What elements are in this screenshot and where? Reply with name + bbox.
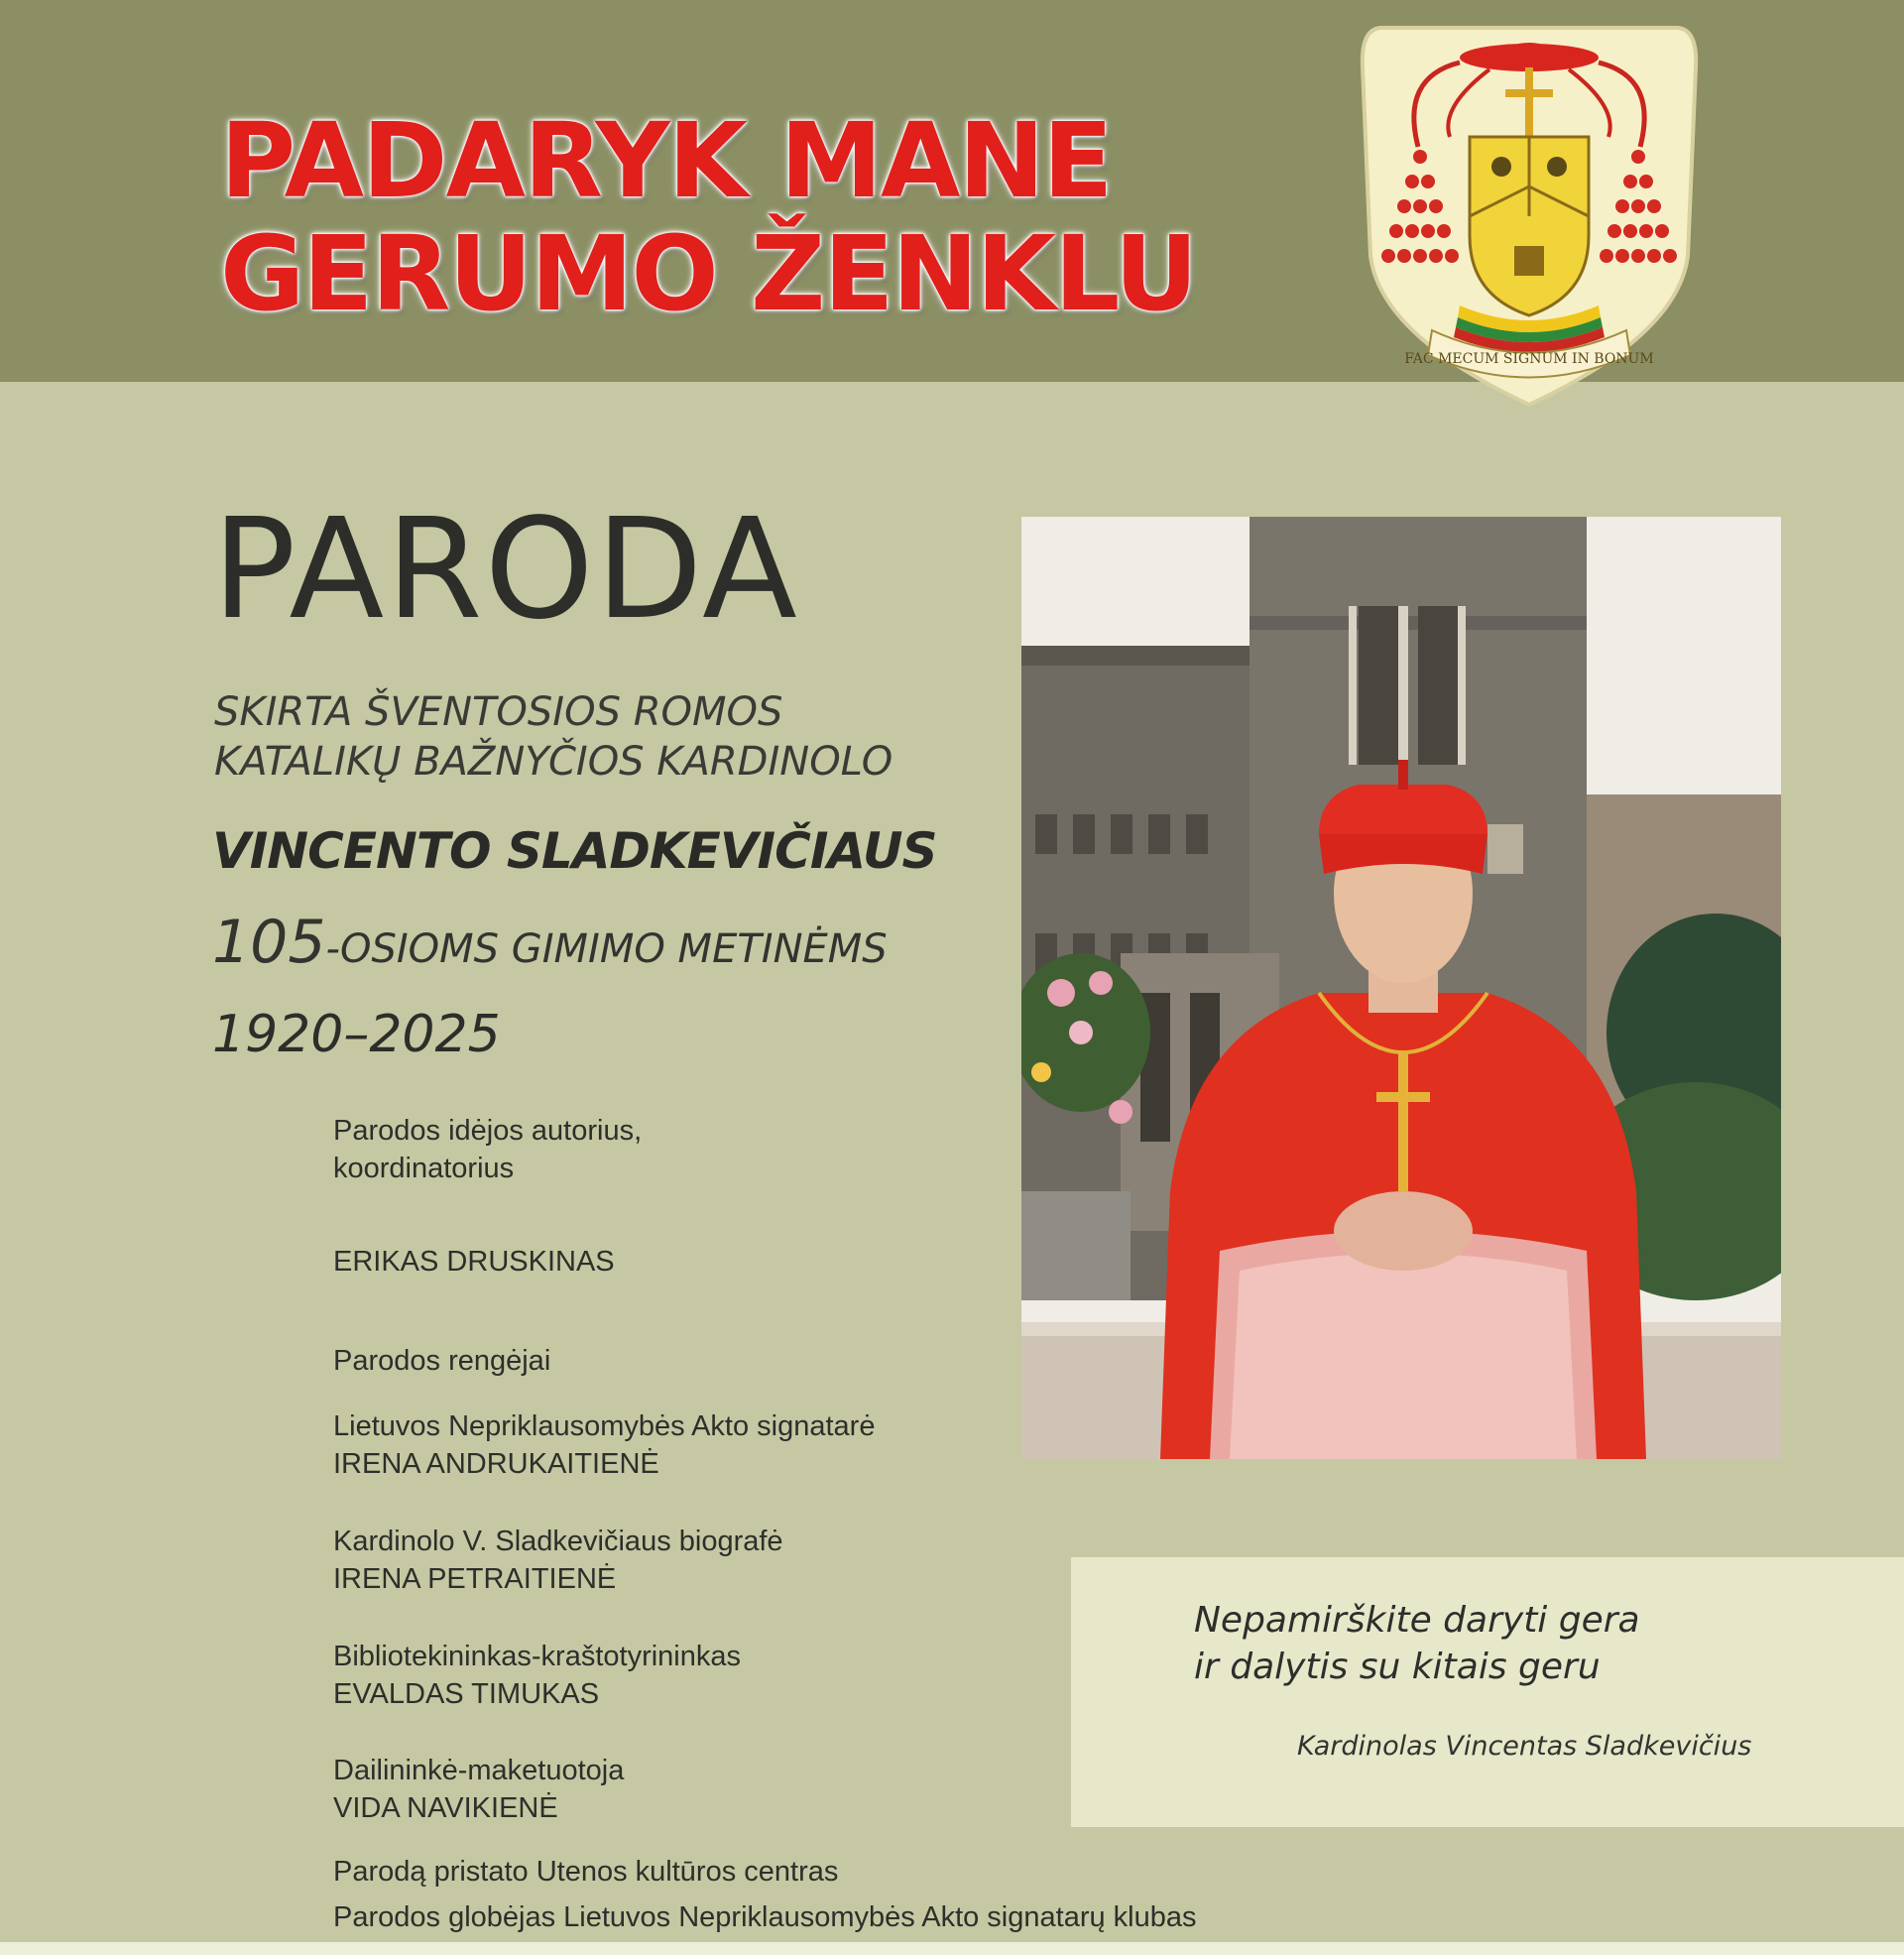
quote-line-2: ir dalytis su kitais geru: [1194, 1647, 1601, 1687]
exhibition-heading: PARODA: [212, 489, 799, 651]
quote-author: Kardinolas Vincentas Sladkevičius: [1297, 1731, 1752, 1762]
years-range: 1920–2025: [212, 1005, 501, 1064]
organizer-role: Dailininkė-maketuotoja: [333, 1755, 625, 1786]
idea-role-line-2: koordinatorius: [333, 1153, 515, 1184]
organizer-role: Lietuvos Nepriklausomybės Akto signatarė: [333, 1410, 876, 1442]
idea-author-name: ERIKAS DRUSKINAS: [333, 1246, 615, 1278]
organizer-role: Bibliotekininkas-kraštotyrininkas: [333, 1641, 741, 1672]
title-line-2: GERUMO ŽENKLU: [220, 213, 1197, 334]
title-line-1: PADARYK MANE: [220, 100, 1112, 221]
crest-motto: FAC MECUM SIGNUM IN BONUM: [1404, 351, 1654, 367]
organizer-entry: [333, 1523, 783, 1598]
presenter-line: Parodą pristato Utenos kultūros centras: [333, 1856, 839, 1888]
poster-title: [220, 100, 1197, 334]
dedication-line-2: KATALIKŲ BAŽNYČIOS KARDINOLO: [214, 739, 893, 785]
quote-text: [1194, 1597, 1640, 1690]
quote-line-1: Nepamirškite daryti gera: [1194, 1600, 1640, 1641]
bottom-strip: [0, 1942, 1904, 1955]
coat-of-arms-icon: [1341, 8, 1718, 415]
patron-line: Parodos globėjas Lietuvos Nepriklausomybės Akto signatarų klubas: [333, 1901, 1197, 1933]
organizers-label: Parodos rengėjai: [333, 1345, 551, 1377]
organizer-name: IRENA PETRAITIENĖ: [333, 1563, 617, 1595]
anniversary-line: [212, 908, 888, 977]
dedication-text: [214, 687, 892, 787]
organizer-name: VIDA NAVIKIENĖ: [333, 1792, 558, 1824]
cardinal-name: VINCENTO SLADKEVIČIAUS: [212, 822, 937, 880]
idea-author-block: [333, 1112, 642, 1187]
organizer-name: EVALDAS TIMUKAS: [333, 1678, 600, 1710]
organizer-entry: [333, 1752, 624, 1827]
organizer-role: Kardinolo V. Sladkevičiaus biografė: [333, 1526, 783, 1557]
idea-role-line-1: Parodos idėjos autorius,: [333, 1115, 643, 1147]
organizer-name: IRENA ANDRUKAITIENĖ: [333, 1448, 659, 1480]
anniversary-text: -OSIOMS GIMIMO METINĖMS: [325, 926, 888, 972]
organizer-entry: [333, 1407, 875, 1483]
anniversary-number: 105: [212, 908, 326, 977]
organizer-entry: [333, 1638, 741, 1713]
cardinal-portrait-photo-icon: [1021, 517, 1781, 1459]
dedication-line-1: SKIRTA ŠVENTOSIOS ROMOS: [214, 689, 783, 735]
